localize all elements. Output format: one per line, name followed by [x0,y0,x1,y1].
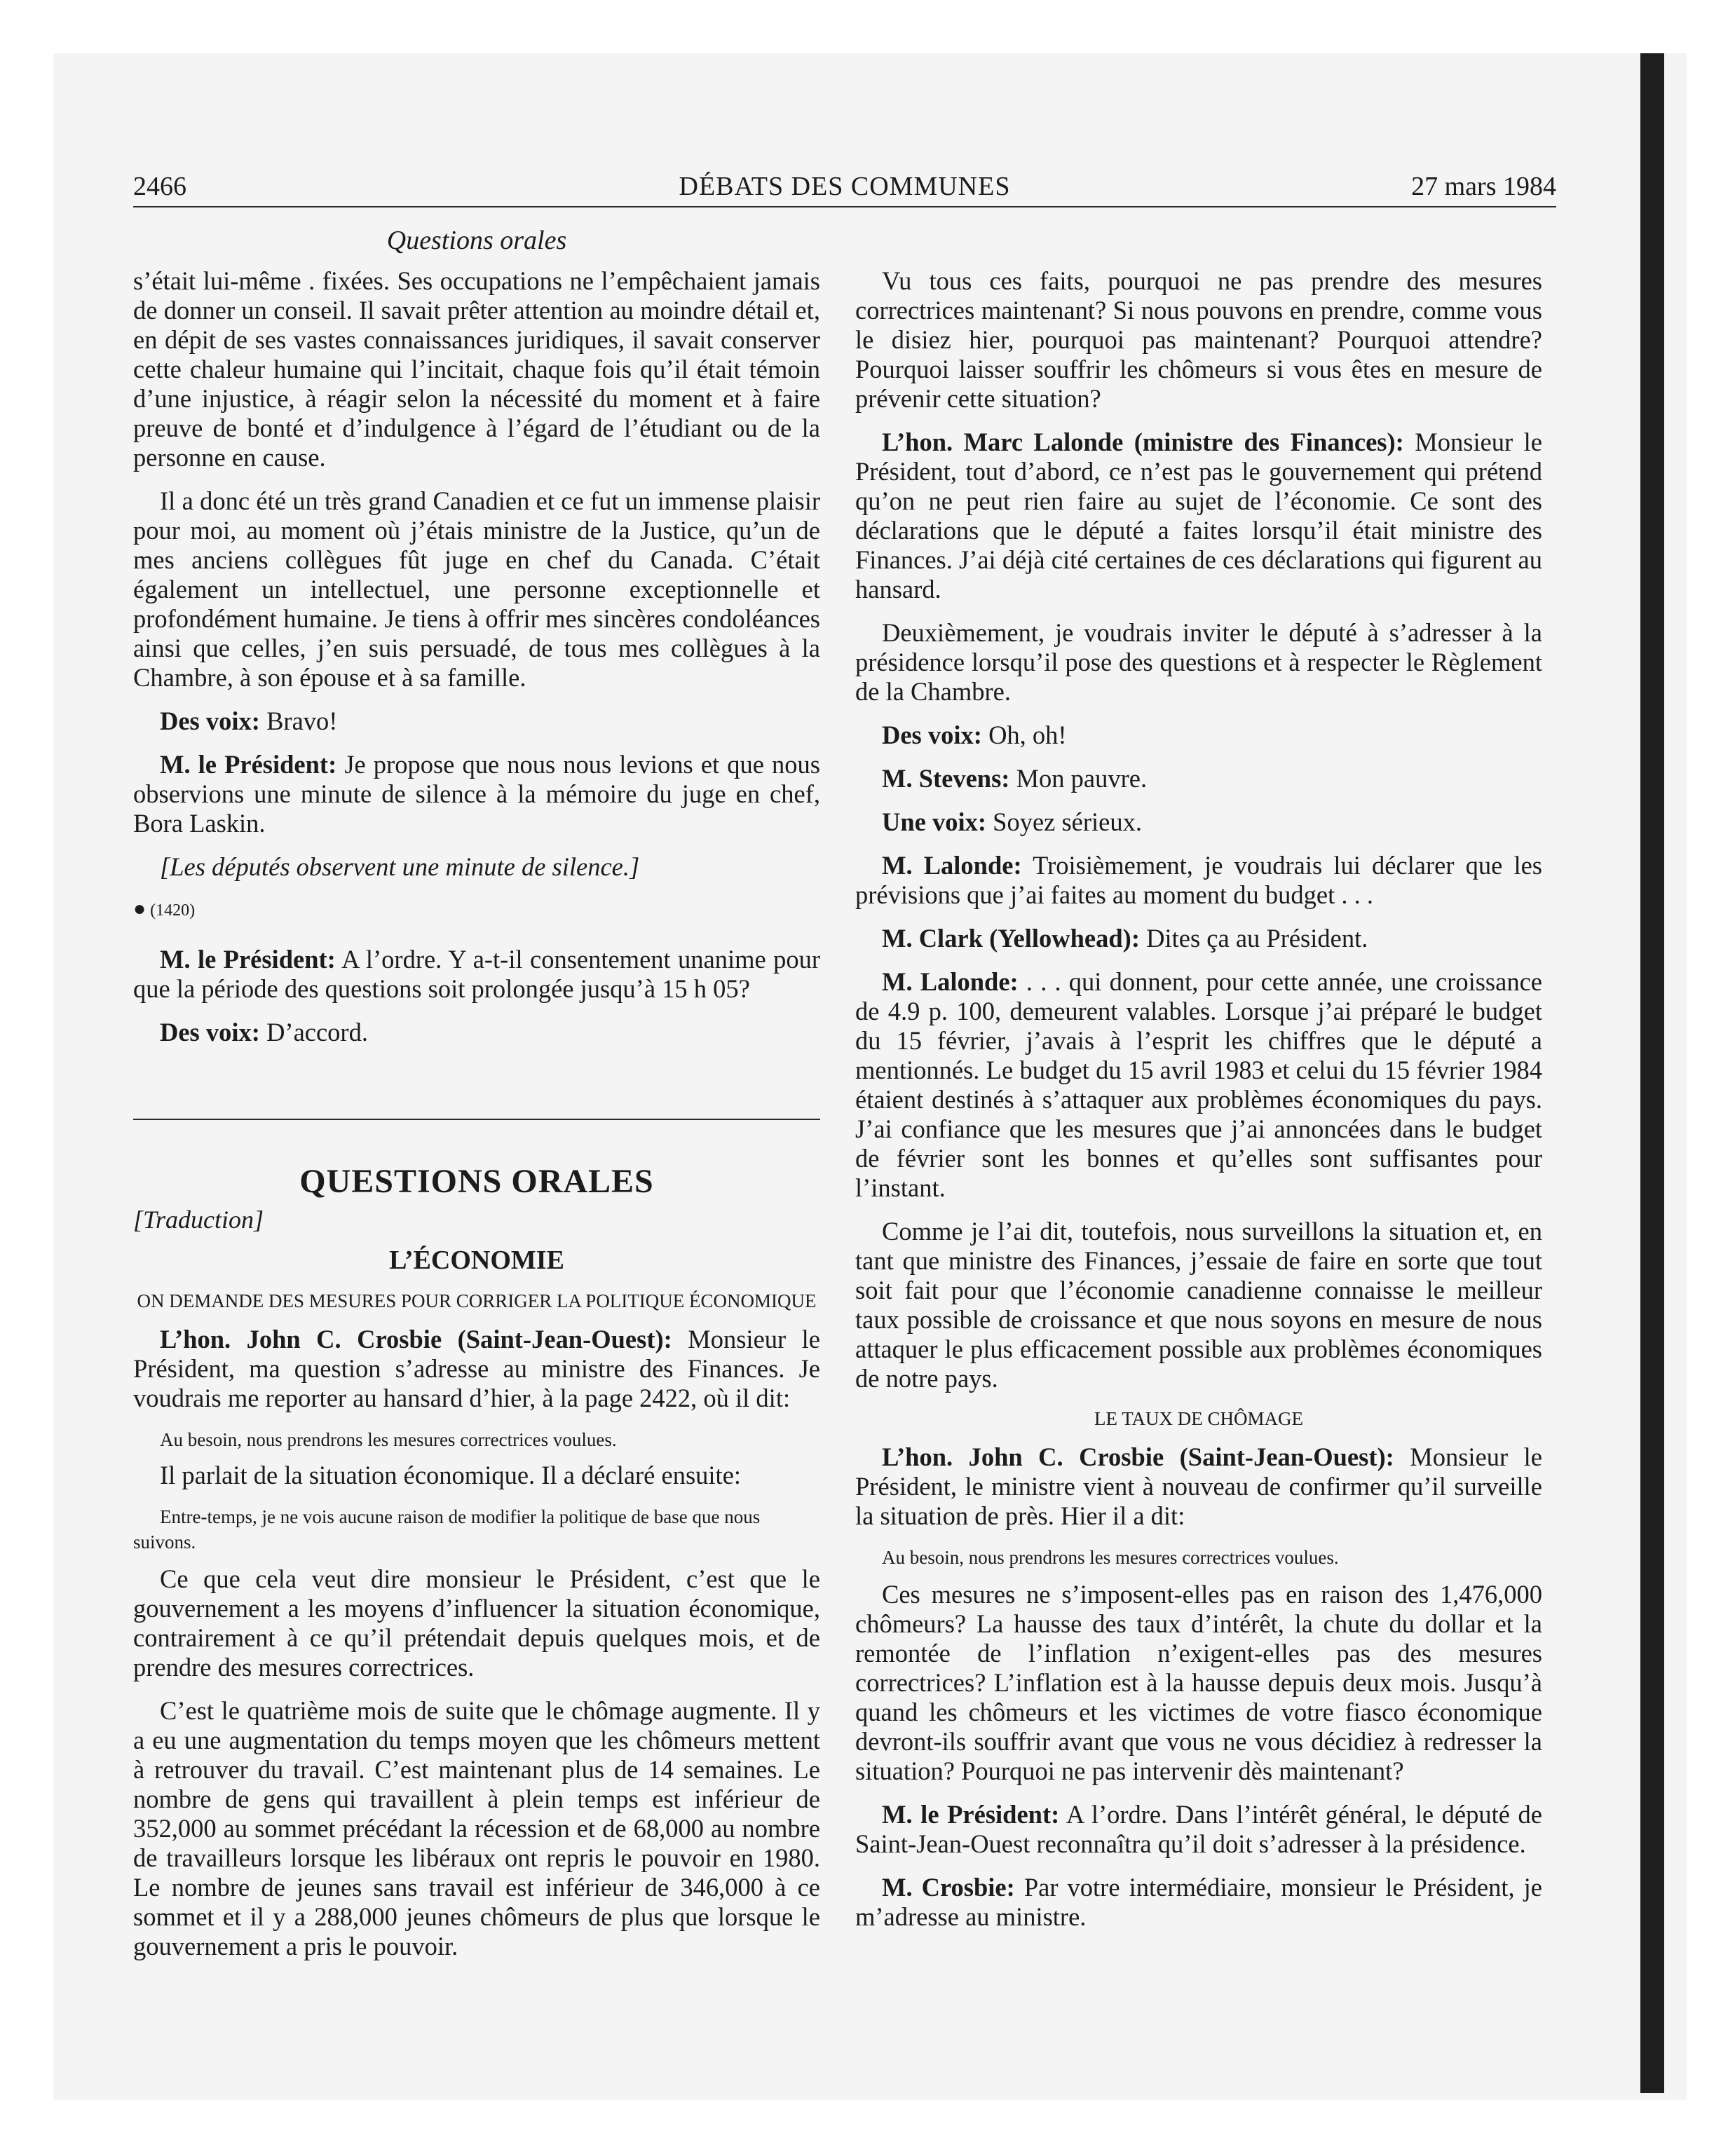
section-label: Questions orales [386,226,567,255]
speaker-name: Des voix: [160,1018,260,1046]
translation-note: [Traduction] [133,1206,264,1234]
speech [855,764,1542,793]
speech-text: Troisièmement, je voudrais lui déclarer que les prévisions que j’ai faites au moment du budget . . . [855,851,1542,909]
subtopic-heading: ON DEMANDE DES MESURES POUR CORRIGER LA POLITIQUE ÉCONOMIQUE [137,1290,817,1311]
speech [855,428,1542,604]
paragraph: Ces mesures ne s’imposent-elles pas en raison des 1,476,000 chômeurs? La hausse des taux d’intérêt, la chute du dollar et la remontée de l’inflation n’exigent-elles pas des mesures correctrices? L’inflation est à la hausse depuis deux mois. Jusqu’à quand les chômeurs et les victimes de votre fiasco économique devront-ils souffrir avant que vous ne vous décidiez à redresser la situation? Pourquoi ne pas intervenir dès maintenant? [855,1580,1542,1785]
stage-direction: [Les députés observent une minute de silence.] [160,852,640,881]
left-column [133,266,820,1975]
speaker-name: L’hon. John C. Crosbie (Saint-Jean-Ouest): [882,1442,1394,1471]
running-header [133,167,1556,207]
speech [855,924,1542,953]
speech-text: Mon pauvre. [1009,764,1148,793]
paragraph: Il a donc été un très grand Canadien et ce fut un immense plaisir pour moi, au moment où j’étais ministre de la Justice, qu’un de mes anciens collègues fût juge en chef du Canada. C’était également un intellectuel, une personne exceptionnelle et profondément humaine. Je tiens à offrir mes sincères condoléances ainsi que celles, j’en suis persuadé, de tous mes collègues à la Chambre, à son épouse et à sa famille. [133,486,820,692]
speech [855,851,1542,910]
section-title: QUESTIONS ORALES [299,1163,654,1200]
paragraph: Deuxièmement, je voudrais inviter le député à s’adresser à la présidence lorsqu’il pose des questions et à respecter le Règlement de la Chambre. [855,618,1542,706]
paragraph: Il parlait de la situation économique. Il a déclaré ensuite: [160,1461,742,1489]
speaker-name: M. le Président: [882,1800,1060,1829]
speech-text: Monsieur le Président, ma question s’adresse au ministre des Finances. Je voudrais me reporter au hansard d’hier, à la page 2422, où il dit: [133,1325,821,1412]
topic-heading: L’ÉCONOMIE [389,1246,564,1275]
speaker-name: L’hon. Marc Lalonde (ministre des Finances): [882,428,1404,456]
section-divider [133,1119,820,1120]
speech [133,945,820,1004]
page-number: 2466 [133,172,186,201]
speech-text: A l’ordre. Y a-t-il consentement unanime pour que la période des questions soit prolongée jusqu’à 15 h 05? [133,945,820,1003]
speech-text: Par votre intermédiaire, monsieur le Président, je m’adresse au ministre. [855,1873,1542,1931]
paragraph: Comme je l’ai dit, toutefois, nous surveillons la situation et, en tant que ministre des Finances, j’essaie de faire en sorte que tout soit fait pour que l’économie canadienne connaisse le meilleur taux possible de croissance et que nous soyons en mesure de nous attaquer le plus efficacement possible aux problèmes économiques de notre pays. [855,1217,1542,1393]
speech [855,1442,1542,1531]
speaker-name: Des voix: [882,721,982,749]
paragraph: Ce que cela veut dire monsieur le Président, c’est que le gouvernement a les moyens d’influencer la situation économique, contrairement à ce qu’il prétendait depuis quelques mois, et de prendre des mesures correctrices. [133,1564,820,1681]
speech-text: Oh, oh! [981,721,1067,749]
speaker-name: M. le Président: [160,750,337,779]
scan-edge-bar [1640,53,1664,2093]
speech [855,1800,1542,1859]
speech [855,721,1542,750]
speech [133,750,820,838]
bullet-icon: ● [133,897,147,920]
speaker-name: M. le Président: [160,945,336,974]
block-quote: Au besoin, nous prendrons les mesures correctrices voulues. [882,1547,1339,1568]
speech-text: Monsieur le Président, le ministre vient à nouveau de confirmer qu’il surveille la situation de près. Hier il a dit: [855,1442,1543,1530]
speech [133,1018,820,1047]
speech-text: Soyez sérieux. [986,807,1143,836]
speaker-name: M. Crosbie: [882,1873,1015,1902]
paragraph: s’était lui-même . fixées. Ses occupations ne l’empêchaient jamais de donner un conseil. Il savait prêter attention au moindre détail et, en dépit de ses vastes connaissances juridiques, il savait conserver cette chaleur humaine qui l’incitait, chaque fois qu’il était témoin d’une injustice, à réagir selon la nécessité du moment et à faire preuve de bonté et d’indulgence à l’égard de l’étudiant ou de la personne en cause. [133,266,820,472]
speaker-name: M. Stevens: [882,764,1010,793]
block-quote: Entre-temps, je ne vois aucune raison de modifier la politique de base que nous suivons. [133,1506,761,1553]
speaker-name: Une voix: [882,807,987,836]
speech [133,707,820,736]
speech [855,1873,1542,1932]
right-column [855,266,1542,1946]
speaker-name: M. Lalonde: [882,967,1019,996]
speech-text: Monsieur le Président, tout d’abord, ce n’est pas le gouvernement qui prétend qu’on ne peut rien faire au sujet de l’économie. Ce sont des déclarations que le député a faites lorsqu’il était ministre des Finances. J’ai déjà cité certaines de ces déclarations qui figurent au hansard. [855,428,1543,603]
speech-text: Je propose que nous nous levions et que nous observions une minute de silence à la mémoire du juge en chef, Bora Laskin. [133,750,820,838]
speaker-name: L’hon. John C. Crosbie (Saint-Jean-Ouest): [160,1325,672,1353]
speech [855,967,1542,1203]
time-marker [133,899,820,921]
speaker-name: M. Lalonde: [882,851,1022,880]
speech [133,1325,820,1413]
paragraph: C’est le quatrième mois de suite que le chômage augmente. Il y a eu une augmentation du temps moyen que les chômeurs mettent à retrouver du travail. C’est maintenant plus de 14 semaines. Le nombre de gens qui travaillent à plein temps est inférieur de 352,000 au sommet précédant la récession et de 68,000 au nombre de travailleurs lorsque les libéraux ont repris le pouvoir en 1980. Le nombre de jeunes sans travail est inférieur de 346,000 à ce sommet et il y a 288,000 jeunes chômeurs de plus que lorsque le gouvernement a pris le pouvoir. [133,1696,820,1960]
speech-text: Bravo! [259,707,338,735]
speech [855,807,1542,837]
speech-text: D’accord. [259,1018,368,1046]
speaker-name: Des voix: [160,707,260,735]
speech-text: Dites ça au Président. [1140,924,1368,953]
time-marker-text: (1420) [150,901,196,920]
publication-title: DÉBATS DES COMMUNES [679,172,1011,201]
publication-date: 27 mars 1984 [1411,172,1556,201]
speech-text: . . . qui donnent, pour cette année, une croissance de 4.9 p. 100, demeurent valables. Lorsque j’ai préparé le budget du 15 février, j’avais à l’esprit les chiffres que le député a mentionnés. Le budget du 15 avril 1983 et celui du 15 février 1984 étaient destinés à s’attaquer aux problèmes économiques du pays. J’ai confiance que les mesures que j’ai annoncées dans le budget de février sont les bonnes et qu’elles sont suffisantes pour l’instant. [855,967,1542,1202]
speech-text: A l’ordre. Dans l’intérêt général, le député de Saint-Jean-Ouest reconnaîtra qu’il doit s’adresser à la présidence. [855,1800,1542,1858]
subtopic-heading: LE TAUX DE CHÔMAGE [1094,1408,1304,1429]
paragraph: Vu tous ces faits, pourquoi ne pas prendre des mesures correctrices maintenant? Si nous pouvons en prendre, comme vous le disiez hier, pourquoi pas maintenant? Pourquoi attendre? Pourquoi laisser souffrir les chômeurs si vous êtes en mesure de prévenir cette situation? [855,266,1542,413]
block-quote: Au besoin, nous prendrons les mesures correctrices voulues. [160,1429,617,1450]
speaker-name: M. Clark (Yellowhead): [882,924,1140,953]
